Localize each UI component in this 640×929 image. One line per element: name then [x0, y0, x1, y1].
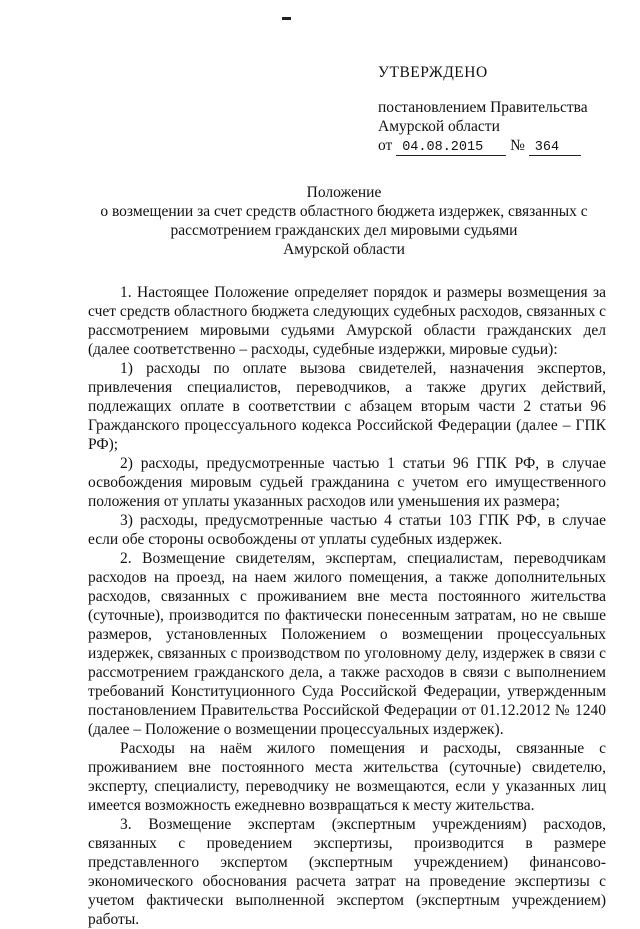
approval-date-row [378, 136, 588, 156]
paragraph-1-item-3: 3) расходы, предусмотренные частью 4 статьи 103 ГПК РФ, в случае если обе стороны освобождены от уплаты судебных издержек. [88, 512, 606, 548]
paragraph-2-note: Расходы на наём жилого помещения и расходы, связанные с проживанием вне постоянного места жительства (суточные) свидетелю, эксперту, специалисту, переводчику не возмещаются, если у указанных лиц имеется возможность ежедневно возвращаться к месту жительства. [88, 740, 606, 814]
document-title [84, 183, 604, 259]
paragraph-1-item-1: 1) расходы по оплате вызова свидетелей, назначения экспертов, привлечения специалистов, переводчиков, а также других действий, подлежащих оплате в соответствии с абзацем вторым части 2 статьи 96 Гражданского процессуального кодекса Российской Федерации (далее – ГПК РФ); [88, 360, 606, 453]
paragraph-3: 3. Возмещение экспертам (экспертным учреждениям) расходов, связанных с проведением экспертизы, производится в размере представленного экспертом (экспертным учреждением) финансово-экономического обоснования расчета затрат на проведение экспертизы с учетом фактически выполненной экспертом (экспертным учреждением) работы. [88, 816, 606, 928]
date-prefix: от [378, 137, 393, 154]
approval-number: 364 [529, 141, 581, 156]
approval-stamp: УТВЕРЖДЕНО [378, 64, 488, 81]
paragraph-1-item-2: 2) расходы, предусмотренные частью 1 статьи 96 ГПК РФ, в случае освобождения мировым судьей гражданина с учетом его имущественного положения от уплаты указанных расходов или уменьшения их размера; [88, 455, 606, 510]
title-line-3: рассмотрением гражданских дел мировыми судьями [170, 222, 518, 239]
approval-block [378, 63, 588, 156]
approval-line-1: постановлением Правительства [378, 99, 588, 116]
approval-date: 04.08.2015 [396, 141, 506, 156]
title-line-1: Положение [306, 184, 382, 201]
paragraph-2: 2. Возмещение свидетелям, экспертам, специалистам, переводчикам расходов на проезд, на наем жилого помещения, а также дополнительных расходов, связанных с проживанием вне места постоянного жительства (суточные), производится по фактически понесенным затратам, но не свыше размеров, установленных Положением о возмещении процессуальных издержек, связанных с производством по уголовному делу, издержек в связи с рассмотрением гражданского дела, а также расходов в связи с выполнением требований Конституционного Суда Российской Федерации, утвержденным постановлением Правительства Российской Федерации от 01.12.2012 № 1240 (далее – Положение о возмещении процессуальных издержек). [88, 550, 606, 738]
title-line-2: о возмещении за счет средств областного бюджета издержек, связанных с [100, 203, 588, 220]
scan-mark [282, 17, 291, 20]
number-prefix: № [510, 137, 525, 154]
paragraph-1: 1. Настоящее Положение определяет порядок и размеры возмещения за счет средств областного бюджета следующих судебных расходов, связанных с рассмотрением мировыми судьями Амурской области гражданских дел (далее соответственно – расходы, судебные издержки, мировые судьи): [88, 284, 606, 358]
title-line-4: Амурской области [283, 241, 405, 258]
approval-line-2: Амурской области [378, 118, 500, 135]
document-body [88, 283, 606, 929]
